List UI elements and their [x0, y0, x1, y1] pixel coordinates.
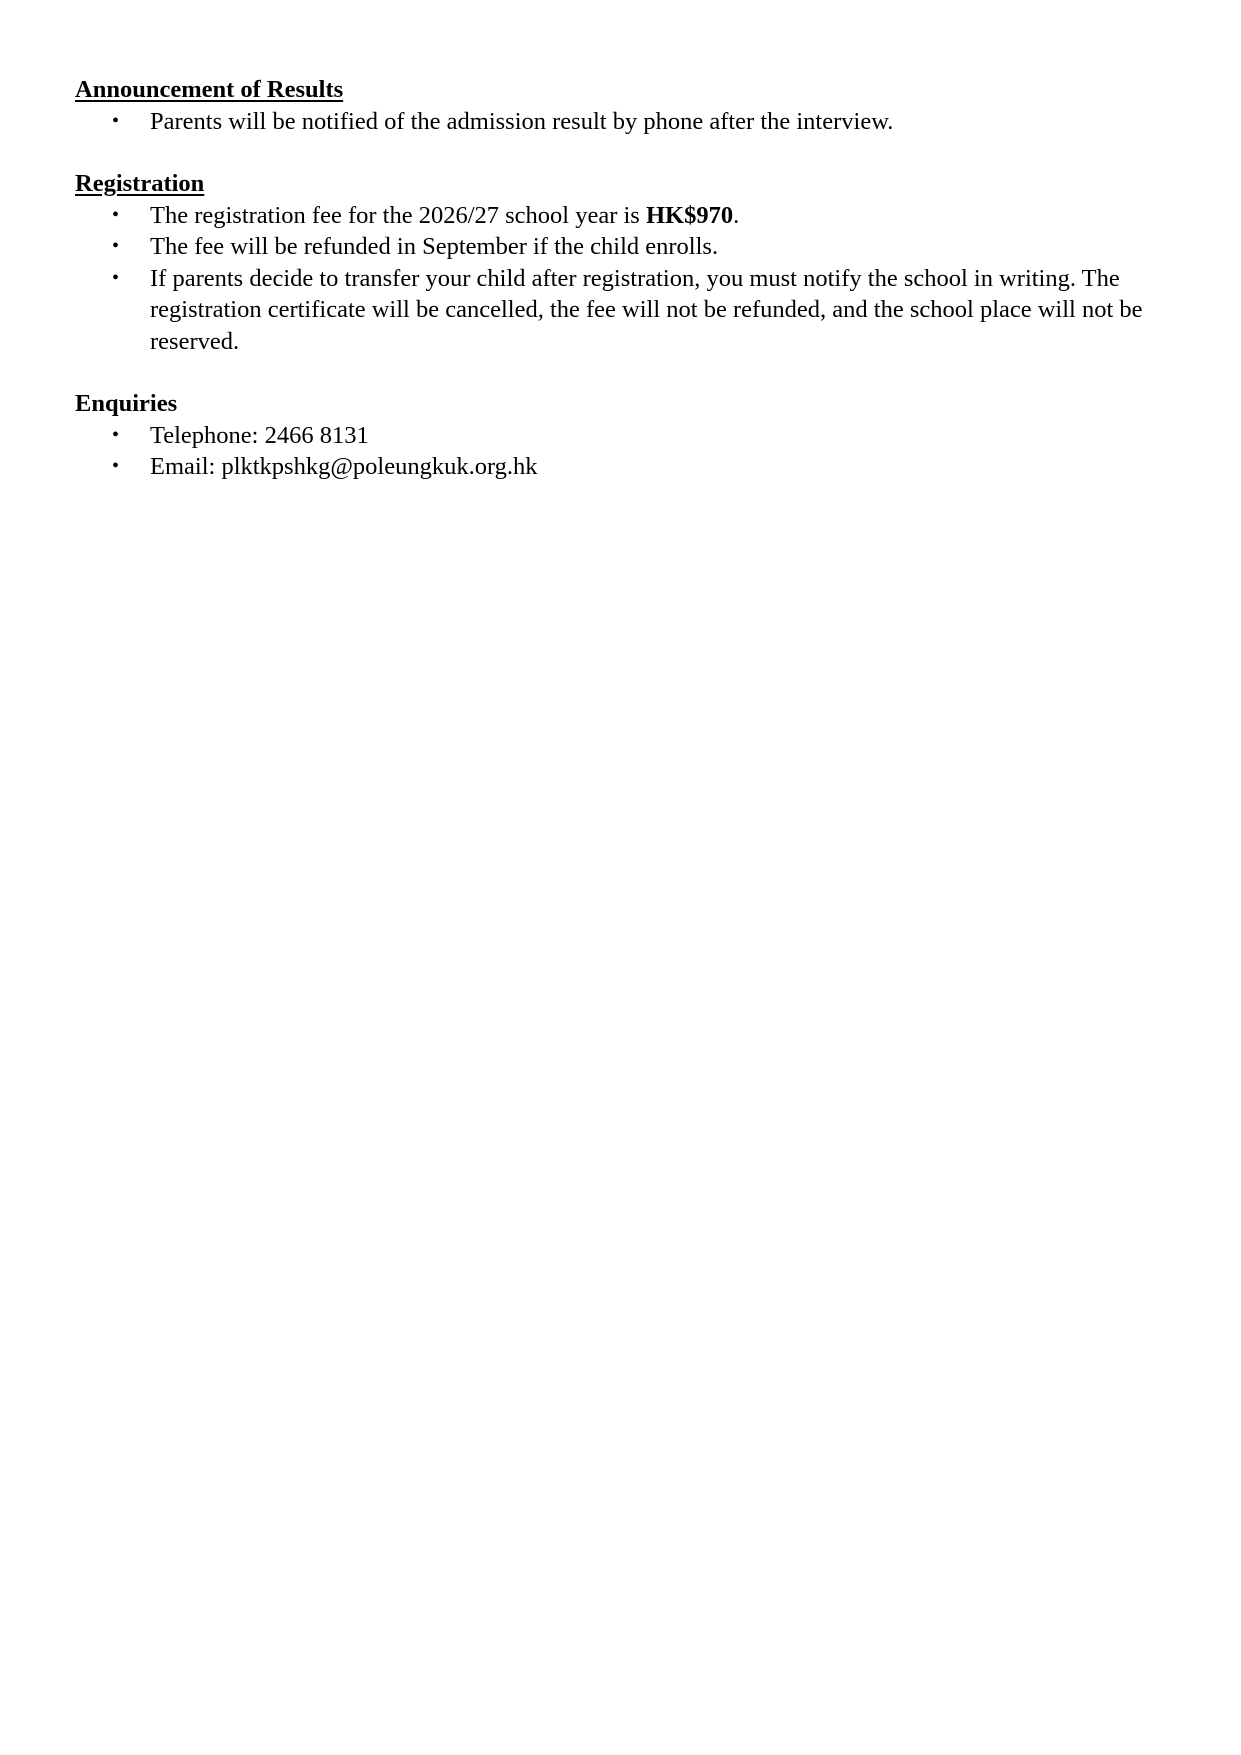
list-item	[75, 231, 1175, 263]
email-text: Email: plktkpshkg@poleungkuk.org.hk	[150, 453, 538, 480]
list-item-text: If parents decide to transfer your child after registration, you must notify the school in writing. The registration certificate will be cancelled, the fee will not be refunded, and the school place will not be reserved.	[150, 264, 1143, 355]
registration-fee-amount: HK$970	[645, 201, 734, 229]
bullet-icon: •	[112, 235, 120, 257]
list-item-text: Parents will be notified of the admission result by phone after the interview.	[150, 107, 894, 135]
list-item-text	[150, 202, 739, 229]
telephone-text: Telephone: 2466 8131	[150, 421, 369, 449]
bullet-icon: •	[112, 109, 120, 132]
fee-text-prefix: The registration fee for the 2026/27 school year is	[150, 201, 646, 229]
list-item	[75, 420, 1175, 452]
bullet-list	[75, 200, 1175, 358]
list-item	[75, 200, 1175, 232]
section-heading: Enquiries	[75, 390, 178, 417]
section-heading: Announcement of Results	[75, 76, 344, 103]
section-enquiries	[75, 388, 1175, 483]
bullet-icon: •	[112, 455, 120, 477]
bullet-icon: •	[112, 266, 120, 289]
section-registration	[75, 168, 1175, 357]
bullet-icon: •	[112, 203, 120, 226]
list-item	[75, 106, 1175, 138]
document-content	[75, 74, 1175, 514]
bullet-icon: •	[112, 423, 120, 446]
bullet-list	[75, 106, 1175, 138]
section-heading: Registration	[75, 170, 205, 197]
bullet-list	[75, 420, 1175, 483]
list-item	[75, 451, 1175, 483]
list-item	[75, 263, 1175, 358]
fee-text-suffix: .	[733, 201, 740, 229]
section-announcement-of-results	[75, 74, 1175, 137]
list-item-text: The fee will be refunded in September if the child enrolls.	[150, 233, 719, 260]
